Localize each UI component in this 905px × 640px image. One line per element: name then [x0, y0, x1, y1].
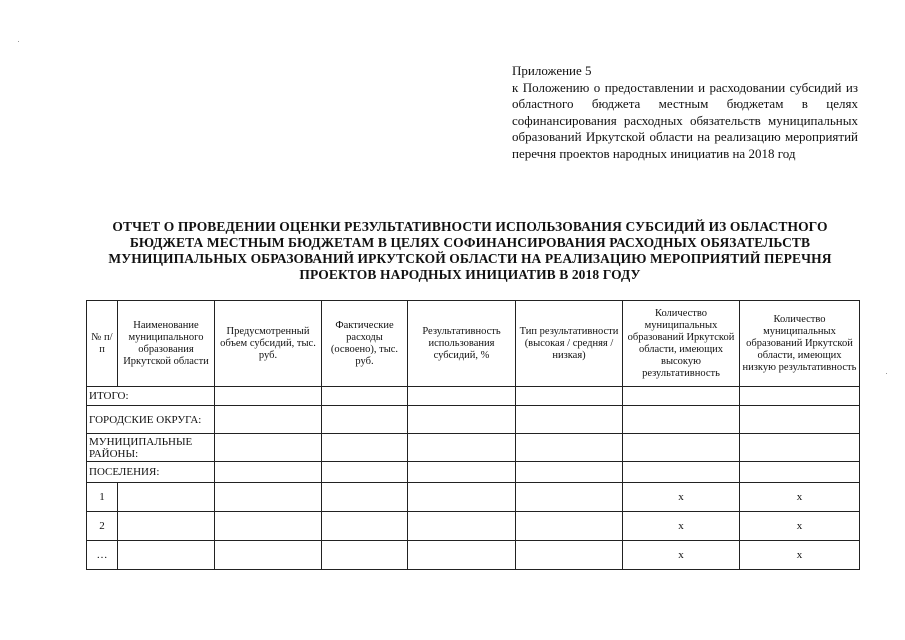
- low-count-cell: x: [740, 512, 860, 541]
- table-cell: [322, 462, 408, 483]
- table-cell: [408, 387, 516, 406]
- scan-speck: [886, 373, 887, 374]
- table-cell: [322, 406, 408, 434]
- table-cell: [623, 387, 740, 406]
- table-cell: [516, 406, 623, 434]
- table-row-total: [87, 387, 860, 406]
- table-cell: [118, 483, 215, 512]
- low-count-cell: x: [740, 541, 860, 570]
- table-cell: [740, 462, 860, 483]
- table-cell: [408, 434, 516, 462]
- report-title: ОТЧЕТ О ПРОВЕДЕНИИ ОЦЕНКИ РЕЗУЛЬТАТИВНОСТИ ИСПОЛЬЗОВАНИЯ СУБСИДИЙ ИЗ ОБЛАСТНОГО БЮДЖЕТА МЕСТНЫМ БЮДЖЕТАМ В ЦЕЛЯХ СОФИНАНСИРОВАНИЯ РАСХОДНЫХ ОБЯЗАТЕЛЬСТВ МУНИЦИПАЛЬНЫХ ОБРАЗОВАНИЙ ИРКУТСКОЙ ОБЛАСТИ НА РЕАЛИЗАЦИЮ МЕРОПРИЯТИЙ ПЕРЕЧНЯ ПРОЕКТОВ НАРОДНЫХ ИНИЦИАТИВ В 2018 ГОДУ: [108, 219, 832, 282]
- table-cell: [118, 512, 215, 541]
- table-cell: [740, 406, 860, 434]
- table-row-city-districts: [87, 406, 860, 434]
- table-cell: [408, 541, 516, 570]
- table-cell: [516, 462, 623, 483]
- table-cell: [322, 434, 408, 462]
- header-municipality: Наименование муниципального образования Иркутской области: [118, 301, 215, 387]
- high-count-cell: x: [623, 483, 740, 512]
- table-cell: [322, 387, 408, 406]
- appendix-text: к Положению о предоставлении и расходовании субсидий из областного бюджета местным бюджетам в целях софинансирования расходных обязательств муниципальных образований Иркутской области на реализацию мероприятий перечня проектов народных инициатив на 2018 год: [512, 79, 858, 161]
- table-cell: [118, 541, 215, 570]
- header-num: № п/п: [87, 301, 118, 387]
- table-cell: [623, 462, 740, 483]
- table-cell: [215, 406, 322, 434]
- header-low-count: Количество муниципальных образований Иркутской области, имеющих низкую результативность: [740, 301, 860, 387]
- appendix-title: Приложение 5: [512, 63, 592, 78]
- table-row: [87, 541, 860, 570]
- table-cell: [623, 406, 740, 434]
- low-count-cell: x: [740, 483, 860, 512]
- table-row: [87, 483, 860, 512]
- high-count-cell: x: [623, 512, 740, 541]
- table-header-row: [87, 301, 860, 387]
- table-cell: [215, 512, 322, 541]
- report-table: [86, 300, 860, 570]
- table-row-municipal-districts: [87, 434, 860, 462]
- table-row: [87, 512, 860, 541]
- table-cell: [740, 434, 860, 462]
- table-cell: [516, 483, 623, 512]
- appendix-block: [512, 63, 858, 162]
- table-cell: [215, 434, 322, 462]
- header-actual-expenses: Фактические расходы (освоено), тыс. руб.: [322, 301, 408, 387]
- table-cell: [215, 462, 322, 483]
- scan-speck: [18, 41, 19, 42]
- row-number: …: [87, 541, 118, 570]
- table-cell: [322, 483, 408, 512]
- table-cell: [215, 387, 322, 406]
- table-cell: [516, 512, 623, 541]
- row-label-city-districts: ГОРОДСКИЕ ОКРУГА:: [87, 406, 215, 434]
- row-label-municipal-districts: МУНИЦИПАЛЬНЫЕ РАЙОНЫ:: [87, 434, 215, 462]
- table-cell: [408, 462, 516, 483]
- row-label-settlements: ПОСЕЛЕНИЯ:: [87, 462, 215, 483]
- table-cell: [408, 512, 516, 541]
- table-row-settlements: [87, 462, 860, 483]
- table-cell: [322, 512, 408, 541]
- table-cell: [322, 541, 408, 570]
- table-cell: [408, 406, 516, 434]
- row-label-total: ИТОГО:: [87, 387, 215, 406]
- table-cell: [215, 483, 322, 512]
- table-cell: [623, 434, 740, 462]
- table-cell: [215, 541, 322, 570]
- table-cell: [516, 387, 623, 406]
- header-effectiveness-type: Тип результативности (высокая / средняя / низкая): [516, 301, 623, 387]
- row-number: 2: [87, 512, 118, 541]
- table-cell: [408, 483, 516, 512]
- header-planned-subsidy: Предусмотренный объем субсидий, тыс. руб.: [215, 301, 322, 387]
- row-number: 1: [87, 483, 118, 512]
- table-cell: [740, 387, 860, 406]
- header-effectiveness: Результативность использования субсидий, %: [408, 301, 516, 387]
- table-cell: [516, 434, 623, 462]
- high-count-cell: x: [623, 541, 740, 570]
- table-cell: [516, 541, 623, 570]
- header-high-count: Количество муниципальных образований Иркутской области, имеющих высокую результативность: [623, 301, 740, 387]
